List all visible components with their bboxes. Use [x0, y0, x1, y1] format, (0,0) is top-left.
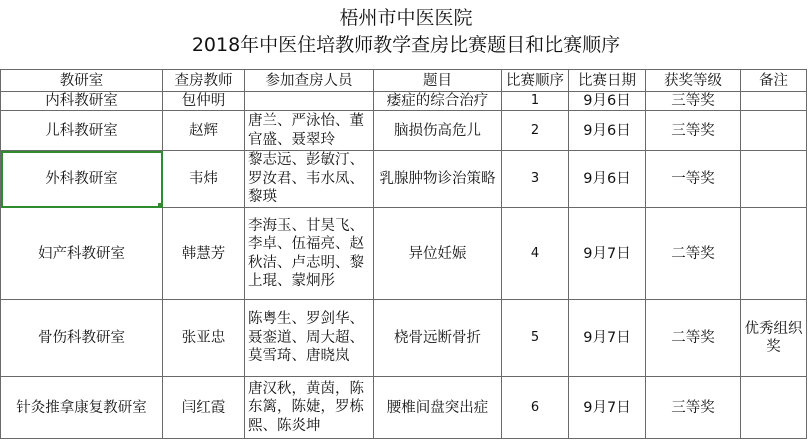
header-teacher[interactable]: 查房教师	[163, 70, 245, 92]
cell-topic[interactable]: 脑损伤高危儿	[374, 111, 502, 151]
cell-date[interactable]: 9月7日	[569, 377, 646, 439]
cell-teacher[interactable]: 包仲明	[163, 92, 245, 111]
cell-participants[interactable]	[245, 92, 374, 111]
table-row	[1, 92, 807, 111]
fill-handle[interactable]	[158, 203, 163, 208]
sheet-title: 梧州市中医医院	[339, 7, 473, 29]
header-row	[1, 70, 807, 92]
cell-dept[interactable]: 针灸推拿康复教研室	[1, 377, 163, 439]
header-dept[interactable]: 教研室	[1, 70, 163, 92]
header-order[interactable]: 比赛顺序	[502, 70, 569, 92]
cell-topic[interactable]: 腰椎间盘突出症	[374, 377, 502, 439]
cell-participants[interactable]: 唐汉秋，黄茵，陈东篱，陈婕，罗栋熙、陈炎坤	[245, 377, 374, 439]
table-row	[1, 300, 807, 377]
cell-award[interactable]: 三等奖	[646, 111, 741, 151]
table-row	[1, 151, 807, 208]
cell-dept[interactable]: 妇产科教研室	[1, 208, 163, 300]
cell-teacher[interactable]: 韩慧芳	[163, 208, 245, 300]
cell-order[interactable]: 3	[502, 151, 569, 208]
cell-topic[interactable]: 乳腺肿物诊治策略	[374, 151, 502, 208]
cell-dept[interactable]: 骨伤科教研室	[1, 300, 163, 377]
cell-note[interactable]: 优秀组织奖	[741, 300, 807, 377]
cell-order[interactable]: 2	[502, 111, 569, 151]
cell-topic[interactable]: 异位妊娠	[374, 208, 502, 300]
cell-dept-text: 外科教研室	[45, 171, 118, 187]
cell-award[interactable]: 二等奖	[646, 300, 741, 377]
header-award[interactable]: 获奖等级	[646, 70, 741, 92]
cell-topic[interactable]: 桡骨远断骨折	[374, 300, 502, 377]
cell-participants[interactable]: 黎志远、彭敏汀、罗汝君、韦水凤、黎瑛	[245, 151, 374, 208]
cell-teacher[interactable]: 张亚忠	[163, 300, 245, 377]
header-date[interactable]: 比赛日期	[569, 70, 646, 92]
cell-participants[interactable]: 唐兰、严泳怡、董官盛、聂翠玲	[245, 111, 374, 151]
cell-participants[interactable]: 陈粤生、罗剑华、聂銮道、周大超、莫雪琦、唐晓岚	[245, 300, 374, 377]
header-topic[interactable]: 题目	[374, 70, 502, 92]
cell-teacher[interactable]: 韦炜	[163, 151, 245, 208]
cell-date[interactable]: 9月6日	[569, 92, 646, 111]
table-row	[1, 377, 807, 439]
cell-dept[interactable]: 内科教研室	[1, 92, 163, 111]
cell-teacher[interactable]: 闫红霞	[163, 377, 245, 439]
cell-order[interactable]: 4	[502, 208, 569, 300]
header-participants[interactable]: 参加查房人员	[245, 70, 374, 92]
cell-award[interactable]: 三等奖	[646, 377, 741, 439]
sheet-subtitle: 2018年中医住培教师教学查房比赛题目和比赛顺序	[191, 34, 621, 56]
table-row	[1, 208, 807, 300]
cell-order[interactable]: 6	[502, 377, 569, 439]
cell-teacher[interactable]: 赵辉	[163, 111, 245, 151]
cell-note[interactable]	[741, 92, 807, 111]
cell-topic[interactable]: 痿症的综合治疗	[374, 92, 502, 111]
cell-order[interactable]: 5	[502, 300, 569, 377]
cell-note[interactable]	[741, 111, 807, 151]
cell-participants[interactable]: 李海玉、甘昊飞、李卓、伍福亮、赵秋洁、卢志明、黎上琨、蒙炯彤	[245, 208, 374, 300]
cell-award[interactable]: 一等奖	[646, 151, 741, 208]
cell-note[interactable]	[741, 377, 807, 439]
cell-date[interactable]: 9月7日	[569, 300, 646, 377]
cell-dept[interactable]: 儿科教研室	[1, 111, 163, 151]
cell-dept-selected[interactable]	[1, 151, 163, 208]
header-note[interactable]: 备注	[741, 70, 807, 92]
table-row	[1, 111, 807, 151]
cell-award[interactable]: 二等奖	[646, 208, 741, 300]
cell-date[interactable]: 9月6日	[569, 111, 646, 151]
cell-award[interactable]: 三等奖	[646, 92, 741, 111]
cell-note[interactable]	[741, 151, 807, 208]
cell-note[interactable]	[741, 208, 807, 300]
cell-order[interactable]: 1	[502, 92, 569, 111]
competition-table	[0, 69, 807, 439]
cell-date[interactable]: 9月6日	[569, 151, 646, 208]
cell-date[interactable]: 9月7日	[569, 208, 646, 300]
